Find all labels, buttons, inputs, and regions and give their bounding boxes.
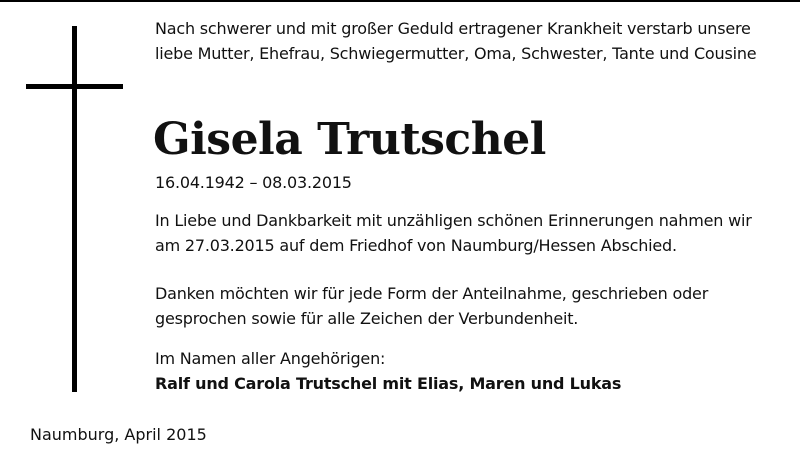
thanks-text: [155, 281, 708, 331]
thanks-line: gesprochen sowie für alle Zeichen der Verbundenheit.: [155, 309, 579, 328]
funeral-line: am 27.03.2015 auf dem Friedhof von Naumburg/Hessen Abschied.: [155, 236, 677, 255]
funeral-text: [155, 208, 752, 258]
family-label: Im Namen aller Angehörigen:: [155, 349, 386, 368]
thanks-line: Danken möchten wir für jede Form der Anteilnahme, geschrieben oder: [155, 284, 709, 303]
family-names: Ralf und Carola Trutschel mit Elias, Maren und Lukas: [155, 374, 622, 393]
intro-line: liebe Mutter, Ehefrau, Schwiegermutter, Oma, Schwester, Tante und Cousine: [155, 44, 757, 63]
cross-horizontal-bar: [26, 84, 123, 89]
cross-vertical-bar: [72, 26, 77, 392]
deceased-name: Gisela Trutschel: [153, 114, 546, 165]
intro-line: Nach schwerer und mit großer Geduld ertragener Krankheit verstarb unsere: [155, 19, 751, 38]
intro-text: [155, 16, 756, 66]
place-date: Naumburg, April 2015: [30, 425, 207, 444]
life-dates: 16.04.1942 – 08.03.2015: [155, 173, 352, 192]
top-border: [0, 0, 800, 2]
funeral-line: In Liebe und Dankbarkeit mit unzähligen schönen Erinnerungen nahmen wir: [155, 211, 752, 230]
